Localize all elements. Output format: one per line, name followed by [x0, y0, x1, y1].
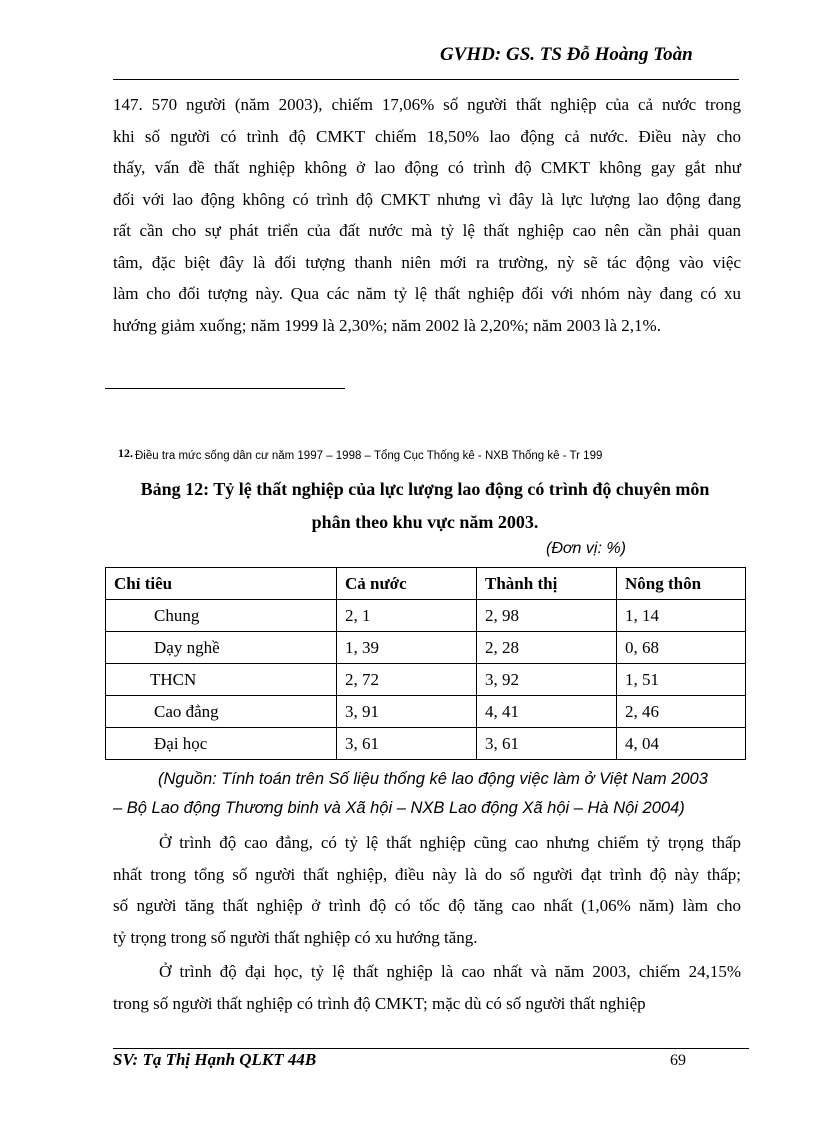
- paragraph-line: thấy, vấn đề thất nghiệp không ở lao động có trình độ CMKT không gay gắt như: [113, 158, 741, 177]
- paragraph-line: 147. 570 người (năm 2003), chiếm 17,06% số người thất nghiệp của cả nước trong: [113, 95, 741, 114]
- paragraph-line: trong số người thất nghiệp có trình độ CMKT; mặc dù có số người thất nghiệp: [113, 993, 646, 1013]
- paragraph-line: nhất trong tổng số người thất nghiệp, điều này là do số người đạt trình độ này thấp;: [113, 864, 741, 884]
- table-cell: 2, 98: [477, 600, 617, 632]
- row-label: Đại học: [106, 728, 337, 760]
- table-cell: 1, 51: [617, 664, 746, 696]
- table-title-line-2: phân theo khu vực năm 2003.: [311, 512, 539, 532]
- header-rule: [113, 79, 739, 80]
- table-cell: 0, 68: [617, 632, 746, 664]
- table-cell: 2, 72: [337, 664, 477, 696]
- footer-rule: [113, 1048, 749, 1049]
- table-cell: 2, 46: [617, 696, 746, 728]
- table-cell: 3, 61: [477, 728, 617, 760]
- paragraph-2: [113, 827, 741, 953]
- table-cell: 2, 1: [337, 600, 477, 632]
- footnote-number: 12.: [118, 446, 133, 460]
- table-header-row: [106, 568, 746, 600]
- table-cell: 1, 39: [337, 632, 477, 664]
- paragraph-line: số người tăng thất nghiệp ở trình độ có tốc độ tăng cao nhất (1,06% năm) làm cho: [113, 896, 741, 915]
- table-cell: 4, 04: [617, 728, 746, 760]
- paragraph-line: Ở trình độ cao đẳng, có tỷ lệ thất nghiệp cũng cao nhưng chiếm tỷ trọng thấp: [159, 833, 741, 852]
- table-title-line-1: Bảng 12: Tỷ lệ thất nghiệp của lực lượng lao động có trình độ chuyên môn: [140, 479, 710, 499]
- paragraph-1: [113, 89, 741, 341]
- row-label: Dạy nghề: [106, 632, 337, 664]
- paragraph-3: [113, 956, 741, 1019]
- header-title: GVHD: GS. TS Đỗ Hoàng Toàn: [440, 44, 693, 65]
- table-cell: 4, 41: [477, 696, 617, 728]
- table-cell: 3, 92: [477, 664, 617, 696]
- paragraph-line: hướng giảm xuống; năm 1999 là 2,30%; năm 2002 là 2,20%; năm 2003 là 2,1%.: [113, 315, 661, 335]
- header-cell: Thành thị: [477, 568, 617, 600]
- paragraph-line: làm cho đối tượng này. Qua các năm tỷ lệ thất nghiệp đối với nhóm này đang có xu: [113, 284, 741, 303]
- table-row: [106, 728, 746, 760]
- source-line-2: – Bộ Lao động Thương binh và Xã hội – NXB Lao động Xã hội – Hà Nội 2004): [113, 799, 685, 817]
- table-cell: 3, 91: [337, 696, 477, 728]
- paragraph-line: tâm, đặc biệt đây là đối tượng thanh niên mới ra trường, nỳ sẽ tác động vào việc: [113, 252, 741, 272]
- footnote-text: Điều tra mức sống dân cư năm 1997 – 1998 – Tổng Cục Thống kê - NXB Thống kê - Tr 199: [135, 450, 603, 462]
- row-label: Chung: [106, 600, 337, 632]
- paragraph-line: tỷ trọng trong số người thất nghiệp có xu hướng tăng.: [113, 927, 478, 947]
- row-label: Cao đẳng: [106, 696, 337, 728]
- table-row: [106, 664, 746, 696]
- table-cell: 2, 28: [477, 632, 617, 664]
- table-source: [113, 765, 741, 823]
- page-number: 69: [670, 1052, 686, 1069]
- source-line-1: (Nguồn: Tính toán trên Số liệu thống kê lao động việc làm ở Việt Nam 2003: [158, 770, 708, 788]
- paragraph-line: đối với lao động không có trình độ CMKT nhưng vì đây là lực lượng lao động đang: [113, 189, 741, 209]
- footer-author: SV: Tạ Thị Hạnh QLKT 44B: [113, 1050, 317, 1069]
- table-unit: (Đơn vị: %): [546, 540, 626, 557]
- footnote-rule: [105, 388, 345, 389]
- table-row: [106, 696, 746, 728]
- footnote: [118, 446, 602, 462]
- table-row: [106, 600, 746, 632]
- paragraph-line: rất cần cho sự phát triển của đất nước mà tỷ lệ thất nghiệp cao nên cần phải quan: [113, 221, 741, 240]
- header-cell: Chỉ tiêu: [106, 568, 337, 600]
- header-cell: Cả nước: [337, 568, 477, 600]
- data-table: [105, 567, 746, 760]
- header-cell: Nông thôn: [617, 568, 746, 600]
- table-cell: 3, 61: [337, 728, 477, 760]
- paragraph-line: khi số người có trình độ CMKT chiếm 18,50% lao động cả nước. Điều này cho: [113, 126, 741, 146]
- table-cell: 1, 14: [617, 600, 746, 632]
- paragraph-line: Ở trình độ đại học, tỷ lệ thất nghiệp là cao nhất và năm 2003, chiếm 24,15%: [159, 962, 741, 981]
- row-label: THCN: [106, 664, 337, 696]
- table-row: [106, 632, 746, 664]
